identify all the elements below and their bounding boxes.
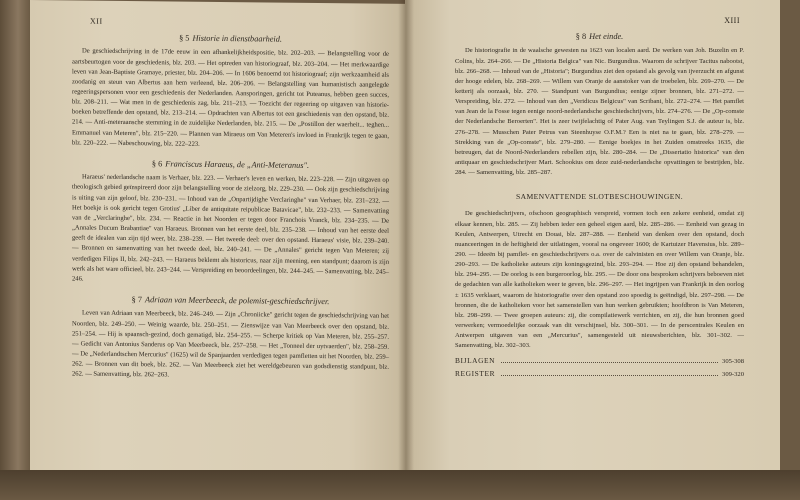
toc-line-register [455,369,744,378]
section-title: Adriaan van Meerbeeck, de polemist-geschiedschrijver. [145,295,330,307]
left-page-number: XII [90,16,103,26]
summary-body: De geschiedschrijvers, ofschoon geographisch verspreid, vormen toch een zekere eenheid, omdat zij elkaar kennen, blz. 285. — Zij hebben ieder een geheel eigen aard, blz. 285–286. — Eenheid van gezag in Keulen, Antwerpen, Utrecht en Douai, blz. 287–288. — Eenheid van denken over den opstand, doch nuanceeringen in de heftigheid der uitlatingen, vooral na ongeveer 1600; de Kartuizer Havensius, blz. 289–290. — Ideeën bij pamflet- en geschiedschrijvers o.a. over de calvinisten en over Willem van Oranje, blz. 290–293. — De katholieke auteurs zijn koningsgezind, blz. 293–294. — Hoe zij den opstand behandelen, blz. 294–295. — De oorlog is een burgeroorlog, blz. 295. — De door ons besproken schrijvers beboeven niet de gedachten van alle katholieken weer te geven, blz. 296–297. — Het ingrijpen van Frankrijk in den oorlog ± 1635 verklaart, waarom de historiografie over den opstand zoo spoedig is geëindigd, blz. 297–298. — De bronnen, die de katholieken voor het samenstellen van hun werken gebruikten; hoofdbron is Van Meteren, blz. 298–299. — Twee groepen auteurs: zij, die compilatiewerk verrichten, en zij, die hun bronnen goed verwerken; vermoedelijke oorzaak van dit verschijnsel, blz. 300–301. — In de perscentrales Keulen en Antwerpen uitgaven van een „Mercurius", samengesteld uit nieuwsberichten, blz. 301–302. — Samenvatting, blz. 302–303. [455,210,744,350]
section-body-5: De geschiedschrijving in de 17de eeuw in een afhankelijkheidspositie, blz. 202–203. — Belangstelling voor de aartsbeurtogen voor de geschiedenis, blz. 203. — Het optreden van historiograaf, blz. 203–204. — Het merkwaardige leven van Jean-Baptiste Gramaye, priester, blz. 204–206. — In 1606 benoemd tot historiograaf; zijn werkzaamheid als zoodanig en steun van Albertus aan hem verleend, blz. 206–206. — Belangstelling van humanistisch aangelegde regeeringspersonen voor een geschiedenis der Nederlanden. Aansporingen, gericht tot Puteanus, hebben geen succes, blz. 208–211. — Wat men in de geschiedenis zag, blz. 211–213. — Toezicht der regeering op uitgaven van historie-boeken betreffende den opstand, blz. 213–214. — Opdrachten van Albertus tot een geschiedenis van den opstand, blz. 214. — Anti-meteraansche stemming in de zuidelijke Nederlanden, blz. 215. — De „Postillon der waerheit... teghen... Emmanuel van Meteren", blz. 215–220. — Plannen van Miraeus om Van Meteren's invloed in Frankrijk tegen te gaan, blz. 220–222. — Nabeschouwing, blz. 222–223. [72,47,389,148]
section-number: § 6 [151,159,163,169]
toc-label: BIJLAGEN [455,355,496,365]
toc-leader-dots [501,375,718,376]
section-heading-8 [455,32,744,42]
toc-pages: 305-308 [722,357,744,365]
section-heading-6 [72,158,389,172]
toc-pages: 309-320 [722,370,744,378]
section-title: Historie in dienstbaarheid. [192,33,282,44]
section-title: Franciscus Haraeus, de „Anti-Meteranus". [165,159,310,170]
toc-label: REGISTER [455,368,496,378]
section-body-7: Leven van Adriaan van Meerbeeck, blz. 246–249. — Zijn „Chroniicke" gericht tegen de geschiedschrijving van het Noorden, blz. 249–250. — Weinig waarde, blz. 250–251. — Zienswijze van Van Meerbeeck over den opstand, blz. 251–254. — Hij is spaansch-gezind, doch gematigd, blz. 254–255. — Scherpe kritiek op Van Meteren, blz. 255–257. — Gedicht van Antonius Sanderus op Van Meerbeeck, blz. 257–258. — Het „Tonneel der uytvaerden", blz. 258–259. — De „Nederlandtschen Mercurius" (1625) wil de Spanjaarden verdedigen tegen pamfletten uit het Noorden, blz. 259–262. — Bronnen van dit boek, blz. 262. — Van Meerbeeck ziet het wereldgebeuren van godsdienstig standpunt, blz. 262. — Samenvatting, blz. 262–263. [72,309,389,379]
section-title: Het einde. [589,32,624,41]
toc-leader-dots [501,362,718,363]
section-body-6: Haraeus' nederlandsche naam is Verhaer, blz. 223. — Verhaer's leven en werken, blz. 223–228. — Zijn uitgaven op theologisch gebied geïnspireerd door zijn belangstelling voor de zielzorg, blz. 229–230. — Ook zijn geschiedschrijving is uiting van zijn geloof, blz. 230–231. — Inhoud van de „Onpartijdighe Verclaringhe" van Verhaer, blz. 231–232. — Het boekje is ook gericht tegen Grotius' „Liber de antiquitate reipublicae Batavicae", blz. 232–233. — Samenvatting van de „Verclaringhe", blz. 234. — Reactie in het Noorden er tegen door Franchois Vranck, blz. 234–235. — De „Annales Ducum Brabantiae" van Haraeus. Bronnen van het eerste deel, blz. 235–238. — Inhoud van het eerste deel geeft de idealen van zijn tijd weer, blz. 238–239. — Het tweede deel: over den opstand. Haraeus' visie, blz. 239–240. — Bronnen en samenvatting van het tweede deel, blz. 240–241. — De „Annales" gericht tegen Van Meteren; zij verdedigen Filips II, blz. 242–243. — Haraeus beklemt als historicus, naar zijn meening, een standpunt; daarom is zijn werk als het ware officieel, blz. 243–244. — Verspreiding en beoordeelingen, blz. 244–245. — Samenvatting, blz. 245–246. [72,173,389,283]
section-number: § 8 [575,32,587,41]
section-number: § 5 [179,33,190,43]
table-surface [0,470,800,500]
section-body-8: De historiografie in de waalsche gewesten na 1623 van localen aard. De werken van Joh. Buzelin en P. Colins, blz. 264–266. — De „Historia Belgica" van Nic. Burgundius. Waarom de schrijver Tacitus nabootst, blz. 266–268. — Inhoud van de „Historia"; Burgundius ziet den opstand als gevolg van ijverzucht en afgunst der hooge edelen, blz. 268–269. — Willem van Oranje de aanstoker van de troebelen, blz. 269–270. — De ketterij als oorzaak, blz. 270. — Standpunt van Burgundius; eenige zijner bronnen, blz. 271–272. — Verspreiding, blz. 272. — Inhoud van den „Veridicus Belgicus" van Scribani, blz. 272–274. — Het pamflet van Jean de la Fosse tegen eenige noord-nederlandsche geschiedschrijvers, blz. 274–276. — De „Op-comste der Nederlandsche Beroerten". Het is zeer twijfelachtig of Pater Aug. van Teylingen S.J. de auteur is, blz. 276–278. — Musschen Pater Petrus van Steenhuyse O.F.M.? Een is niet na te gaan, blz. 278–279. — Strekking van de „Op-comste", blz. 279–280. — Eenige boekjes in het Zuiden omstreeks 1635, die betreugen, dat de Noord-Nederlanders rebellen zijn, blz. 280–284. — De „Dissertatio historica" van den antiquaar en geschiedschrijver Mart. Schookius om deze zuid-nederlandsche opvattingen te bestrijden, blz. 284. — Samenvatting, blz. 285–287. [455,47,744,177]
section-number: § 7 [131,295,143,305]
summary-heading: SAMENVATTENDE SLOTBESCHOUWINGEN. [515,192,684,202]
right-page [405,0,780,470]
section-heading-5 [72,32,389,46]
right-page-number: XIII [724,16,740,25]
left-page [30,0,405,474]
toc-line-appendices [455,356,744,365]
section-heading-7 [72,294,389,308]
